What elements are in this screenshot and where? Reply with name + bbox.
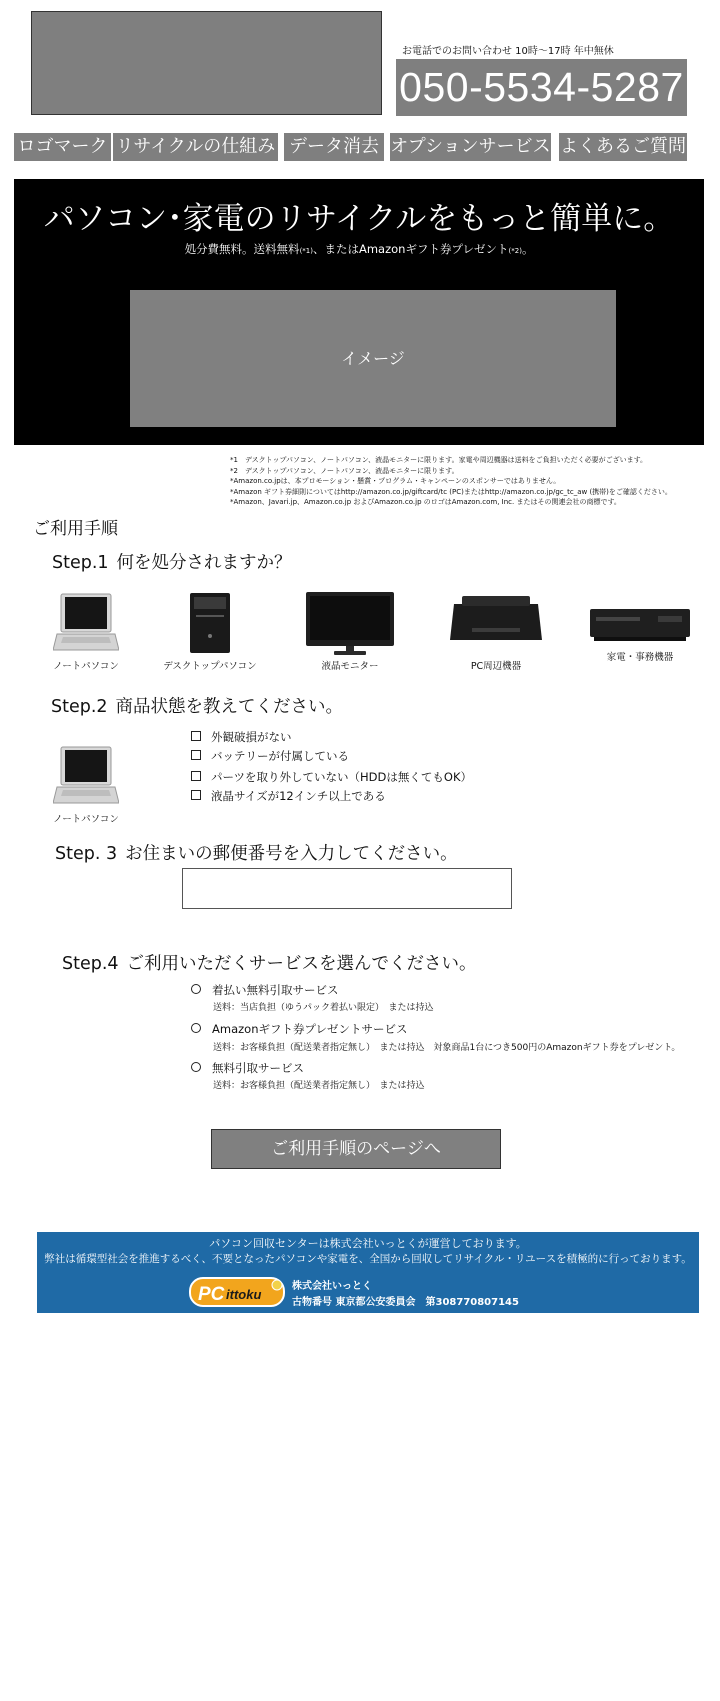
step4-title: Step.4 ご利用いただくサービスを選んでください。 (62, 954, 477, 974)
service-option-free-pickup[interactable]: 無料引取サービス (191, 1060, 304, 1076)
product-label: PC周辺機器 (470, 661, 522, 672)
service-note: 送料：お客様負担（配送業者指定無し） または持込 (213, 1081, 425, 1091)
footer-license-number: 古物番号 東京都公安委員会 第308770807145 (292, 1297, 519, 1308)
step1-title: Step.1 何を処分されますか？ (52, 553, 292, 573)
product-label: 液晶モニター (321, 661, 379, 672)
hero-banner (14, 179, 704, 445)
hero-title: パソコン･家電のリサイクルをもっと簡単に。 (43, 201, 675, 237)
nav-recycle-system[interactable]: リサイクルの仕組み (113, 133, 278, 161)
product-label: デスクトップパソコン (163, 661, 257, 672)
step2-product-laptop (40, 745, 132, 825)
radio-button[interactable] (191, 984, 201, 994)
product-monitor[interactable] (300, 592, 400, 672)
desktop-pc-icon (190, 592, 230, 656)
step3-title: Step. 3 お住まいの郵便番号を入力してください。 (55, 844, 458, 864)
printer-icon (448, 592, 544, 646)
nav-option-service[interactable]: オプションサービス (390, 133, 551, 161)
nav-data-erasure[interactable]: データ消去 (284, 133, 384, 161)
footer-mission-text: 弊社は循環型社会を推進するべく、不要となったパソコンや家電を、全国から回収してリサイクル・リユースを積極的に行っております。 (44, 1253, 692, 1265)
product-appliance[interactable] (585, 607, 695, 663)
checkbox[interactable] (191, 750, 201, 760)
condition-checkbox[interactable]: 液晶サイズが12インチ以上である (191, 788, 386, 804)
laptop-icon (53, 592, 119, 656)
checkbox[interactable] (191, 790, 201, 800)
laptop-icon (53, 745, 119, 809)
footnote: *1 デスクトップパソコン、ノートパソコン、液晶モニターに限ります。家電や周辺機器は送料をご負担いただく必要がございます。 (230, 456, 648, 464)
postal-code-input[interactable] (182, 868, 512, 909)
service-note: 送料：当店負担（ゆうパック着払い限定） または持込 (213, 1003, 434, 1013)
svg-text:PC: PC (198, 1284, 225, 1305)
step2-title: Step.2 商品状態を教えてください。 (51, 697, 344, 717)
nav-faq[interactable]: よくあるご質問 (559, 133, 687, 161)
condition-checkbox[interactable]: パーツを取り外していない（HDDは無くてもOK） (191, 769, 472, 785)
product-label: 家電・事務機器 (606, 652, 674, 663)
radio-button[interactable] (191, 1023, 201, 1033)
monitor-icon (306, 592, 394, 656)
svg-text:ittoku: ittoku (226, 1287, 262, 1302)
nav-logo-mark[interactable]: ロゴマーク (14, 133, 111, 161)
hero-subtitle: 処分費無料。送料無料(*1)、またはAmazonギフト券プレゼント(*2)。 (184, 242, 534, 256)
phone-number[interactable]: 050-5534-5287 (396, 59, 687, 116)
footnote: *Amazon.co.jpは、本プロモーション・懸賞・プログラム・キャンペーンのスポンサーではありません。 (230, 477, 561, 485)
product-laptop[interactable] (40, 592, 132, 672)
product-peripheral[interactable] (446, 592, 546, 672)
dvd-recorder-icon (590, 607, 690, 643)
footer-operator-text: パソコン回収センターは株式会社いっとくが運営しております。 (209, 1237, 527, 1250)
product-desktop[interactable] (160, 592, 260, 672)
usage-title: ご利用手順 (33, 519, 118, 539)
footnotes (230, 455, 672, 508)
footnote: *Amazon ギフト券細則についてはhttp://amazon.co.jp/giftcard/tc (PC)またはhttp://amazon.co.jp/gc_tc_aw (携帯)をご確認ください。 (230, 487, 672, 496)
condition-checkbox[interactable]: バッテリーが付属している (191, 748, 349, 764)
service-option-cod-pickup[interactable]: 着払い無料引取サービス (191, 982, 339, 998)
pcittoku-logo[interactable] (189, 1275, 285, 1309)
usage-steps-page-button[interactable]: ご利用手順のページへ (211, 1129, 501, 1169)
footnote: *2 デスクトップパソコン、ノートパソコン、液晶モニターに限ります。 (230, 466, 459, 475)
radio-button[interactable] (191, 1062, 201, 1072)
product-label: ノートパソコン (53, 814, 119, 825)
condition-checkbox[interactable]: 外観破損がない (191, 729, 292, 745)
service-note: 送料：お客様負担（配送業者指定無し） または持込 対象商品1台につき500円のAmazonギフト券をプレゼント。 (213, 1043, 681, 1053)
footnote: *Amazon、Javari.jp、Amazon.co.jp およびAmazon.co.jp のロゴはAmazon.com, Inc. またはその関連会社の商標です。 (230, 498, 621, 506)
hero-image-placeholder: イメージ (130, 290, 616, 427)
logo-placeholder[interactable] (31, 11, 382, 115)
checkbox[interactable] (191, 771, 201, 781)
service-option-amazon-gift[interactable]: Amazonギフト券プレゼントサービス (191, 1021, 408, 1037)
footer-banner (37, 1232, 699, 1313)
product-label: ノートパソコン (53, 661, 119, 672)
footer-company-name: 株式会社いっとく (292, 1281, 372, 1292)
contact-hours-text: お電話でのお問い合わせ 10時～17時 年中無休 (402, 46, 614, 57)
checkbox[interactable] (191, 731, 201, 741)
